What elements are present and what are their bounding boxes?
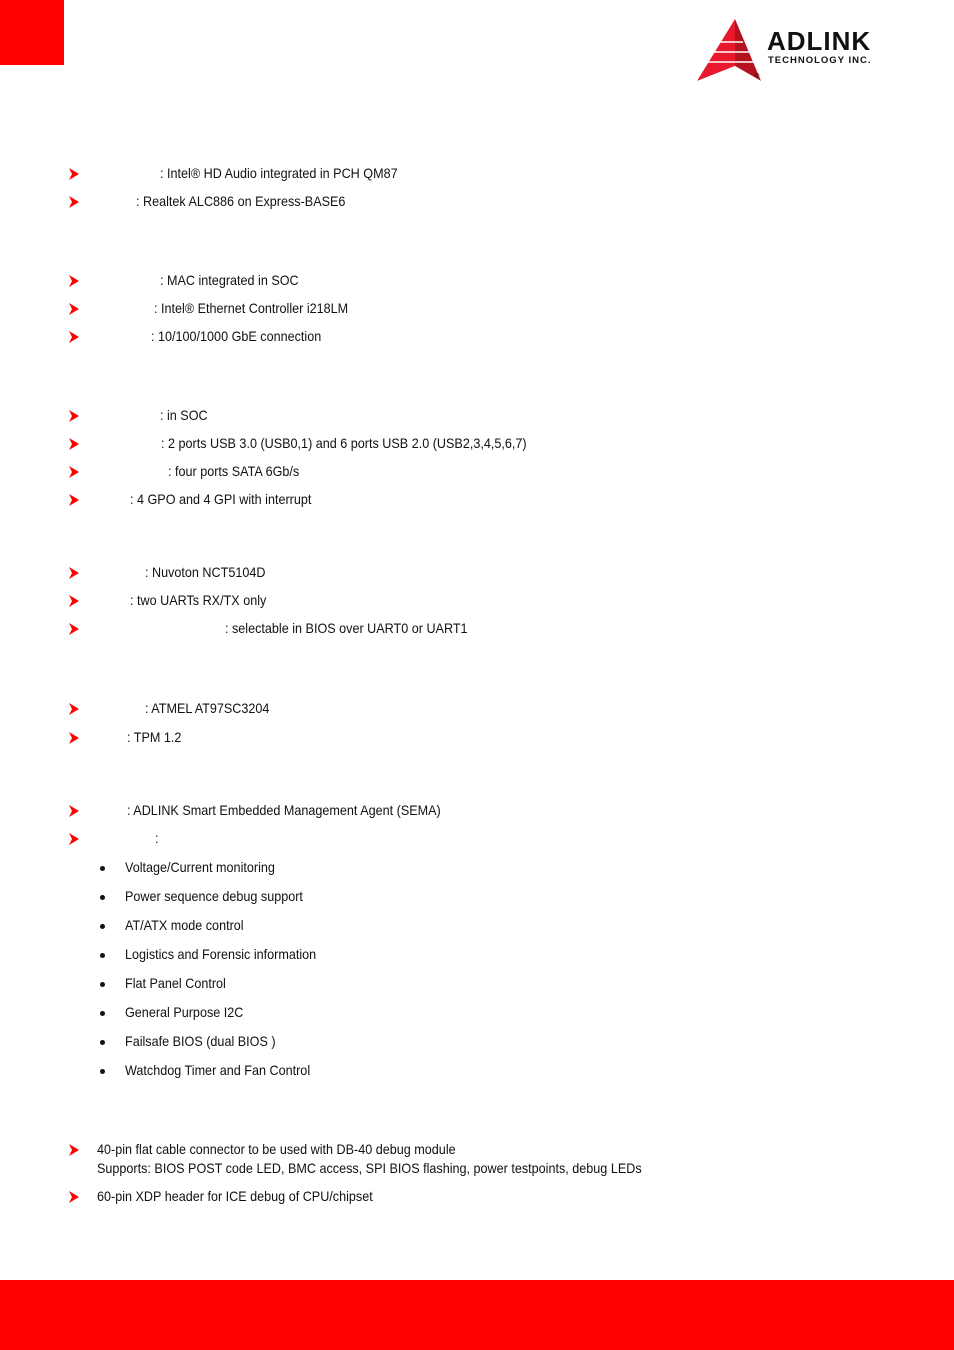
- io-usb-text: : 2 ports USB 3.0 (USB0,1) and 6 ports USB 2.0 (USB2,3,4,5,6,7): [161, 435, 527, 451]
- brand-tagline: TECHNOLOGY INC.: [768, 55, 872, 66]
- registered-mark: ®: [755, 74, 760, 80]
- audio-codec-text: : Realtek ALC886 on Express-BASE6: [136, 193, 346, 209]
- ethernet-mac-text: : MAC integrated in SOC: [160, 272, 299, 288]
- footer-red-bar: [0, 1280, 954, 1350]
- arrow-bullet-icon: [69, 438, 79, 450]
- arrow-bullet-icon: [69, 168, 79, 180]
- arrow-bullet-icon: [69, 805, 79, 817]
- arrow-bullet-icon: [69, 466, 79, 478]
- arrow-bullet-icon: [69, 703, 79, 715]
- arrow-bullet-icon: [69, 494, 79, 506]
- io-sata-text: : four ports SATA 6Gb/s: [168, 463, 300, 479]
- arrow-bullet-icon: [69, 331, 79, 343]
- arrow-bullet-icon: [69, 1191, 79, 1203]
- arrow-bullet-icon: [69, 833, 79, 845]
- round-bullet-icon: [100, 924, 105, 929]
- tpm-chip-text: : ATMEL AT97SC3204: [145, 700, 270, 716]
- tpm-type-text: : TPM 1.2: [127, 729, 182, 745]
- superio-console-text: : selectable in BIOS over UART0 or UART1: [225, 620, 468, 636]
- round-bullet-icon: [100, 1069, 105, 1074]
- arrow-bullet-icon: [69, 623, 79, 635]
- arrow-bullet-icon: [69, 595, 79, 607]
- header-red-tab: [0, 0, 64, 65]
- adlink-logo: [695, 18, 907, 84]
- superio-chip-text: : Nuvoton NCT5104D: [145, 564, 266, 580]
- bmc-function-item: Voltage/Current monitoring: [125, 859, 275, 875]
- debug-supports-text: Supports: BIOS POST code LED, BMC access, SPI BIOS flashing, power testpoints, debug LEDs: [97, 1160, 642, 1176]
- superio-serial-text: : two UARTs RX/TX only: [130, 592, 267, 608]
- bmc-functions-label: :: [155, 830, 159, 846]
- bmc-function-item: AT/ATX mode control: [125, 917, 244, 933]
- round-bullet-icon: [100, 953, 105, 958]
- bmc-function-item: Flat Panel Control: [125, 975, 226, 991]
- bmc-function-item: Watchdog Timer and Fan Control: [125, 1062, 311, 1078]
- bmc-function-item: Power sequence debug support: [125, 888, 303, 904]
- arrow-bullet-icon: [69, 303, 79, 315]
- audio-chipset-text: : Intel® HD Audio integrated in PCH QM87: [160, 165, 398, 181]
- debug-connector-text: 40-pin flat cable connector to be used with DB-40 debug module: [97, 1141, 456, 1157]
- bmc-function-item: Failsafe BIOS (dual BIOS ): [125, 1033, 276, 1049]
- ethernet-controller-text: : Intel® Ethernet Controller i218LM: [154, 300, 349, 316]
- bmc-agent-text: : ADLINK Smart Embedded Management Agent (SEMA): [127, 802, 441, 818]
- bmc-function-item: Logistics and Forensic information: [125, 946, 317, 962]
- round-bullet-icon: [100, 1040, 105, 1045]
- io-gpio-text: : 4 GPO and 4 GPI with interrupt: [130, 491, 312, 507]
- arrow-bullet-icon: [69, 410, 79, 422]
- arrow-bullet-icon: [69, 1144, 79, 1156]
- bmc-function-item: General Purpose I2C: [125, 1004, 244, 1020]
- arrow-bullet-icon: [69, 275, 79, 287]
- adlink-triangle-icon: [695, 18, 761, 84]
- brand-name: ADLINK: [767, 26, 872, 56]
- round-bullet-icon: [100, 982, 105, 987]
- arrow-bullet-icon: [69, 732, 79, 744]
- io-pcie-text: : in SOC: [160, 407, 208, 423]
- round-bullet-icon: [100, 866, 105, 871]
- round-bullet-icon: [100, 895, 105, 900]
- arrow-bullet-icon: [69, 196, 79, 208]
- debug-xdp-text: 60-pin XDP header for ICE debug of CPU/chipset: [97, 1188, 373, 1204]
- arrow-bullet-icon: [69, 567, 79, 579]
- ethernet-interface-text: : 10/100/1000 GbE connection: [151, 328, 322, 344]
- round-bullet-icon: [100, 1011, 105, 1016]
